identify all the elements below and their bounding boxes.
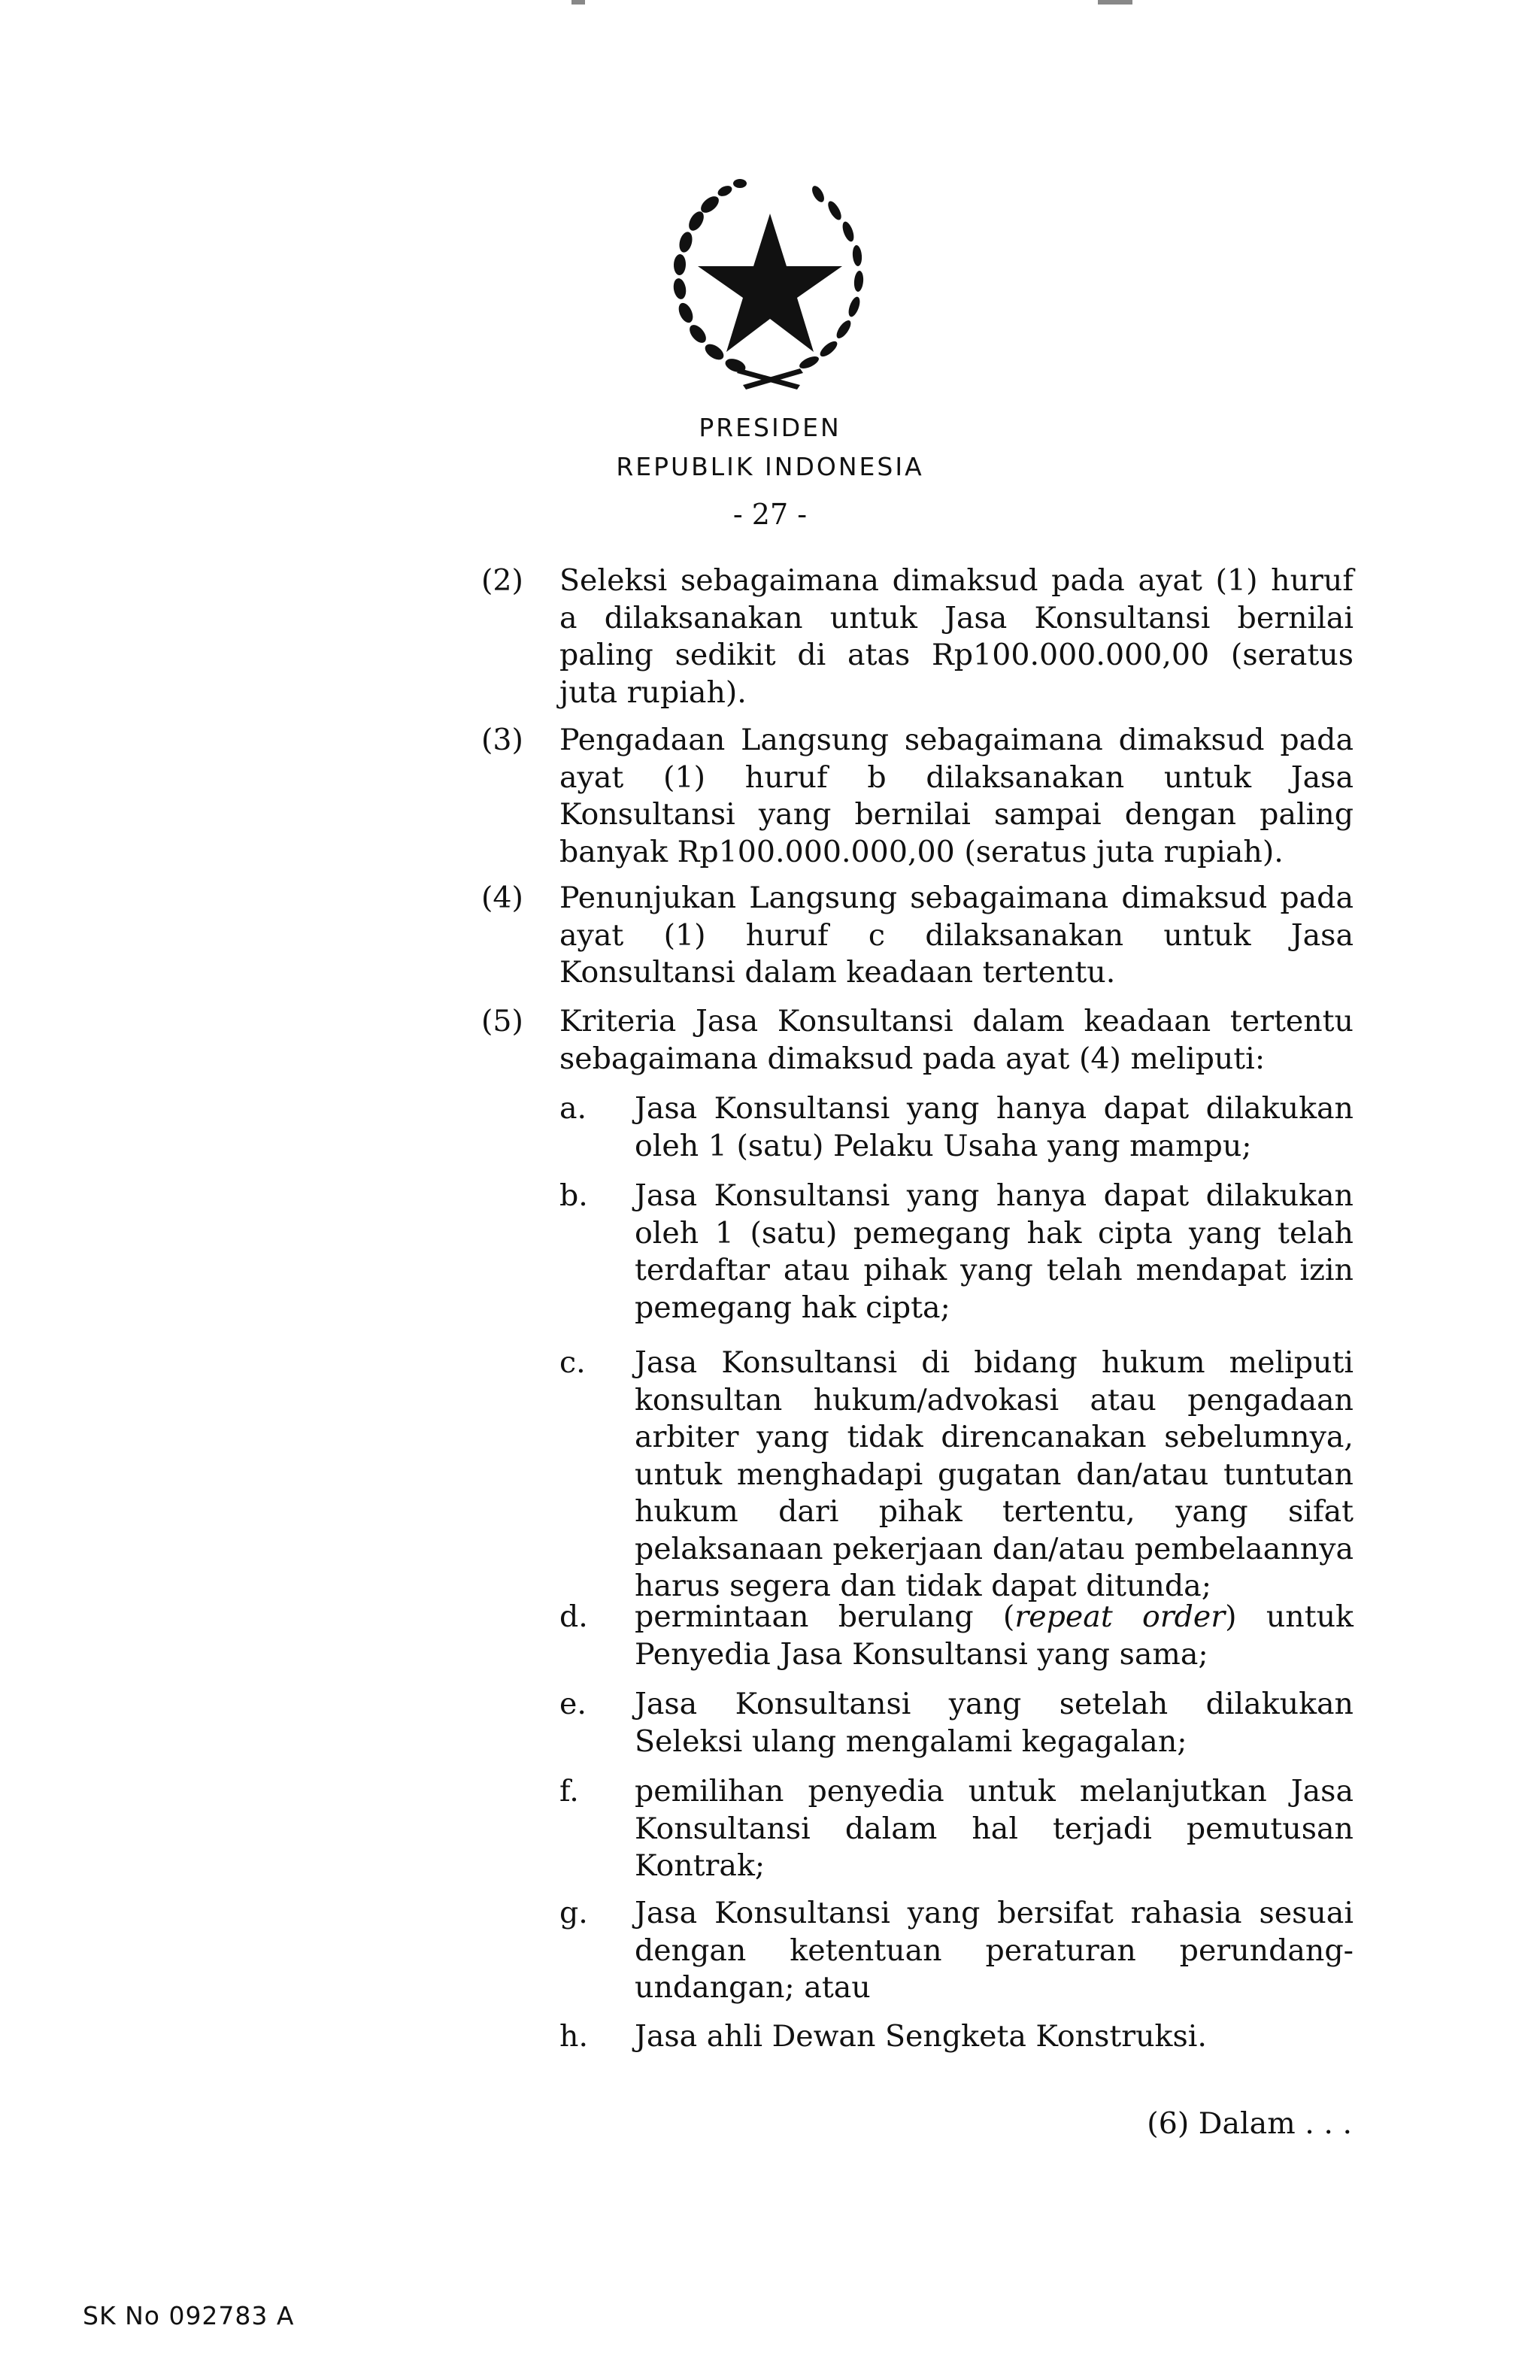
header-republik-indonesia: REPUBLIK INDONESIA: [616, 452, 924, 481]
page-number: - 27 -: [732, 498, 808, 531]
list-item-text: Jasa Konsultansi yang bersifat rahasia sesuai dengan ketentuan peraturan perundang-undangan; atau: [635, 1896, 1354, 2005]
paragraph-text: Pengadaan Langsung sebagaimana dimaksud pada ayat (1) huruf b dilaksanakan untuk Jasa Konsultansi yang bernilai sampai dengan paling banyak Rp100.000.000,00 (seratus juta rupiah).: [559, 723, 1354, 869]
list-item-text-before: permintaan berulang (: [635, 1599, 1015, 1634]
list-item-text: [635, 1599, 1354, 1673]
scan-mark-right: [1098, 0, 1132, 5]
list-item-text: Jasa ahli Dewan Sengketa Konstruksi.: [635, 2019, 1207, 2054]
paragraph-number: (3): [481, 723, 523, 757]
list-item-letter: c.: [559, 1345, 586, 1380]
list-item-letter: e.: [559, 1687, 587, 1721]
paragraph-text: Penunjukan Langsung sebagaimana dimaksud pada ayat (1) huruf c dilaksanakan untuk Jasa Konsultansi dalam keadaan tertentu.: [559, 881, 1354, 990]
list-item-text-after: ) untuk Penyedia Jasa Konsultansi yang sama;: [635, 1599, 1354, 1672]
paragraph-text: Kriteria Jasa Konsultansi dalam keadaan tertentu sebagaimana dimaksud pada ayat (4) meliputi:: [559, 1004, 1354, 1076]
paragraph-number: (4): [481, 881, 523, 915]
list-item-letter: a.: [559, 1091, 587, 1126]
list-item-text: Jasa Konsultansi yang setelah dilakukan Seleksi ulang mengalami kegagalan;: [635, 1687, 1354, 1759]
paragraph-number: (2): [481, 563, 523, 598]
list-item-text: Jasa Konsultansi yang hanya dapat dilakukan oleh 1 (satu) pemegang hak cipta yang telah terdaftar atau pihak yang telah mendapat izin pemegang hak cipta;: [635, 1178, 1354, 1325]
scan-mark-left: [571, 0, 585, 5]
continuation-text: (6) Dalam . . .: [1147, 2106, 1352, 2141]
paragraph-text: Seleksi sebagaimana dimaksud pada ayat (1) huruf a dilaksanakan untuk Jasa Konsultansi bernilai paling sedikit di atas Rp100.000.000,00 (seratus juta rupiah).: [559, 563, 1354, 710]
garuda-star-emblem-icon: [657, 174, 883, 393]
list-item-letter: b.: [559, 1178, 588, 1213]
list-item-letter: h.: [559, 2019, 588, 2054]
list-item-letter: g.: [559, 1896, 588, 1930]
paragraph-number: (5): [481, 1004, 523, 1038]
list-item-text-italic: repeat order: [1014, 1599, 1226, 1634]
list-item-letter: f.: [559, 1774, 579, 1808]
header-presiden: PRESIDEN: [699, 413, 841, 442]
list-item-text: pemilihan penyedia untuk melanjutkan Jasa Konsultansi dalam hal terjadi pemutusan Kontrak;: [635, 1774, 1354, 1883]
list-item-letter: d.: [559, 1599, 588, 1634]
list-item-text: Jasa Konsultansi yang hanya dapat dilakukan oleh 1 (satu) Pelaku Usaha yang mampu;: [635, 1091, 1354, 1163]
list-item-text: Jasa Konsultansi di bidang hukum meliputi konsultan hukum/advokasi atau pengadaan arbiter yang tidak direncanakan sebelumnya, untuk menghadapi gugatan dan/atau tuntutan hukum dari pihak tertentu, yang sifat pelaksanaan pekerjaan dan/atau pembelaannya harus segera dan tidak dapat ditunda;: [635, 1345, 1354, 1603]
footer-document-code: SK No 092783 A: [83, 2301, 295, 2330]
